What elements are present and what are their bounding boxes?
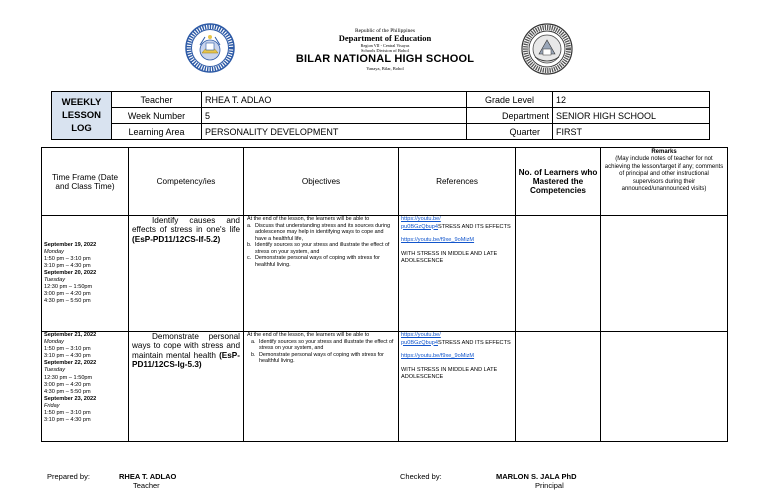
teacher-value: RHEA T. ADLAO: [202, 92, 467, 108]
time-frame-cell: September 21, 2022 Monday 1:50 pm – 3:10 pm 3:10 pm – 4:30 pm September 22, 2022 Tuesday 12:30 pm – 1:50pm 3:00 pm – 4:20 pm 4:30 pm – 5:50 pm September 23, 2022 Friday 1:50 pm – 3:10 pm 3:10 pm – 4:30 pm: [42, 332, 129, 442]
prepared-by-label: Prepared by:: [47, 472, 90, 481]
quarter-value: FIRST: [553, 124, 710, 140]
reference-link[interactable]: pu0BGzQbup4: [401, 339, 439, 346]
department-value: SENIOR HIGH SCHOOL: [553, 108, 710, 124]
header-competency: Competency/ies: [129, 148, 244, 216]
prepared-by-name: RHEA T. ADLAO: [119, 472, 177, 481]
week-number-value: 5: [202, 108, 467, 124]
header-learners-mastered: No. of Learners who Mastered the Competencies: [516, 148, 601, 216]
school-name: BILAR NATIONAL HIGH SCHOOL: [295, 53, 475, 65]
competency-cell: Demonstrate personal ways to cope with stress and maintain mental health (EsP-PD11/12CS-Ig-5.3): [129, 332, 244, 442]
deped-seal: [185, 23, 235, 73]
learners-mastered-cell: [516, 216, 601, 332]
school-seal: [521, 23, 573, 75]
table-row: [42, 216, 728, 332]
learning-area-value: PERSONALITY DEVELOPMENT: [202, 124, 467, 140]
header-references: References: [399, 148, 516, 216]
header-objectives: Objectives: [244, 148, 399, 216]
learners-mastered-cell: [516, 332, 601, 442]
reference-link[interactable]: https://youtu.be/f9xe_9oMizM: [401, 237, 475, 244]
department-title: Department of Education: [338, 33, 432, 43]
remarks-cell: [601, 216, 728, 332]
grade-level-label: Grade Level: [467, 92, 553, 108]
references-cell: https://youtu.be/ pu0BGzQbup4STRESS AND ITS EFFECTS https://youtu.be/f9xe_9oMizM WITH STRESS IN MIDDLE AND LATE ADOLESCENCE: [399, 216, 516, 332]
school-address: Yanaya, Bilar, Bohol: [366, 66, 404, 71]
prepared-by-role: Teacher: [133, 481, 160, 490]
division-text: Schools Division of Bohol: [361, 48, 409, 53]
reference-link[interactable]: https://youtu.be/f9xe_9oMizM: [401, 353, 475, 360]
lesson-info-table: [51, 91, 710, 140]
references-cell: https://youtu.be/ pu0BGzQbup4STRESS AND ITS EFFECTS https://youtu.be/f9xe_9oMizM WITH STRESS IN MIDDLE AND LATE ADOLESCENCE: [399, 332, 516, 442]
reference-link[interactable]: pu0BGzQbup4: [401, 223, 439, 230]
lesson-log-table: [41, 147, 728, 442]
checked-by-role: Principal: [535, 481, 564, 490]
learning-area-label: Learning Area: [112, 124, 202, 140]
remarks-cell: [601, 332, 728, 442]
department-label: Department: [467, 108, 553, 124]
time-frame-cell: September 19, 2022 Monday 1:50 pm – 3:10 pm 3:10 pm – 4:30 pm September 20, 2022 Tuesday 12:30 pm – 1:50pm 3:00 pm – 4:20 pm 4:30 pm – 5:50 pm: [42, 216, 129, 332]
region-text: Region VII - Central Visayas: [360, 43, 410, 48]
week-number-label: Week Number: [112, 108, 202, 124]
competency-cell: Identify causes and effects of stress in one's life (EsP-PD11/12CS-If-5.2): [129, 216, 244, 332]
teacher-label: Teacher: [112, 92, 202, 108]
grade-level-value: 12: [553, 92, 710, 108]
objectives-cell: At the end of the lesson, the learners will be able to a. Identify sources so your stress and illustrate the effect of stress on your system, and b. Demonstrate personal ways of coping with stress for healthful living.: [244, 332, 399, 442]
reference-link[interactable]: https://youtu.be/: [401, 216, 441, 222]
table-row: [42, 332, 728, 442]
checked-by-name: MARLON S. JALA PhD: [496, 472, 577, 481]
weekly-lesson-log-title: WEEKLY LESSON LOG: [52, 92, 112, 140]
header-remarks: [601, 148, 728, 216]
checked-by-label: Checked by:: [400, 472, 442, 481]
remarks-note: (May include notes of teacher for not achieving the lesson/target if any; comments of principal and other instructional supervisors during their announced/unannounced visits): [604, 156, 724, 193]
reference-link[interactable]: https://youtu.be/: [401, 332, 441, 338]
quarter-label: Quarter: [467, 124, 553, 140]
republic-text: Republic of the Philippines: [354, 28, 416, 34]
objectives-cell: At the end of the lesson, the learners will be able to a. Discuss that understanding stress and its sources during adolescence may help in identifying ways to cope and have a healthful life, b. Identify sources so your stress and illustrate the effect of stress on your system, and c. Demonstrate personal ways of coping with stress for healthful living.: [244, 216, 399, 332]
remarks-title: Remarks: [651, 149, 677, 155]
header-time-frame: Time Frame (Date and Class Time): [42, 148, 129, 216]
